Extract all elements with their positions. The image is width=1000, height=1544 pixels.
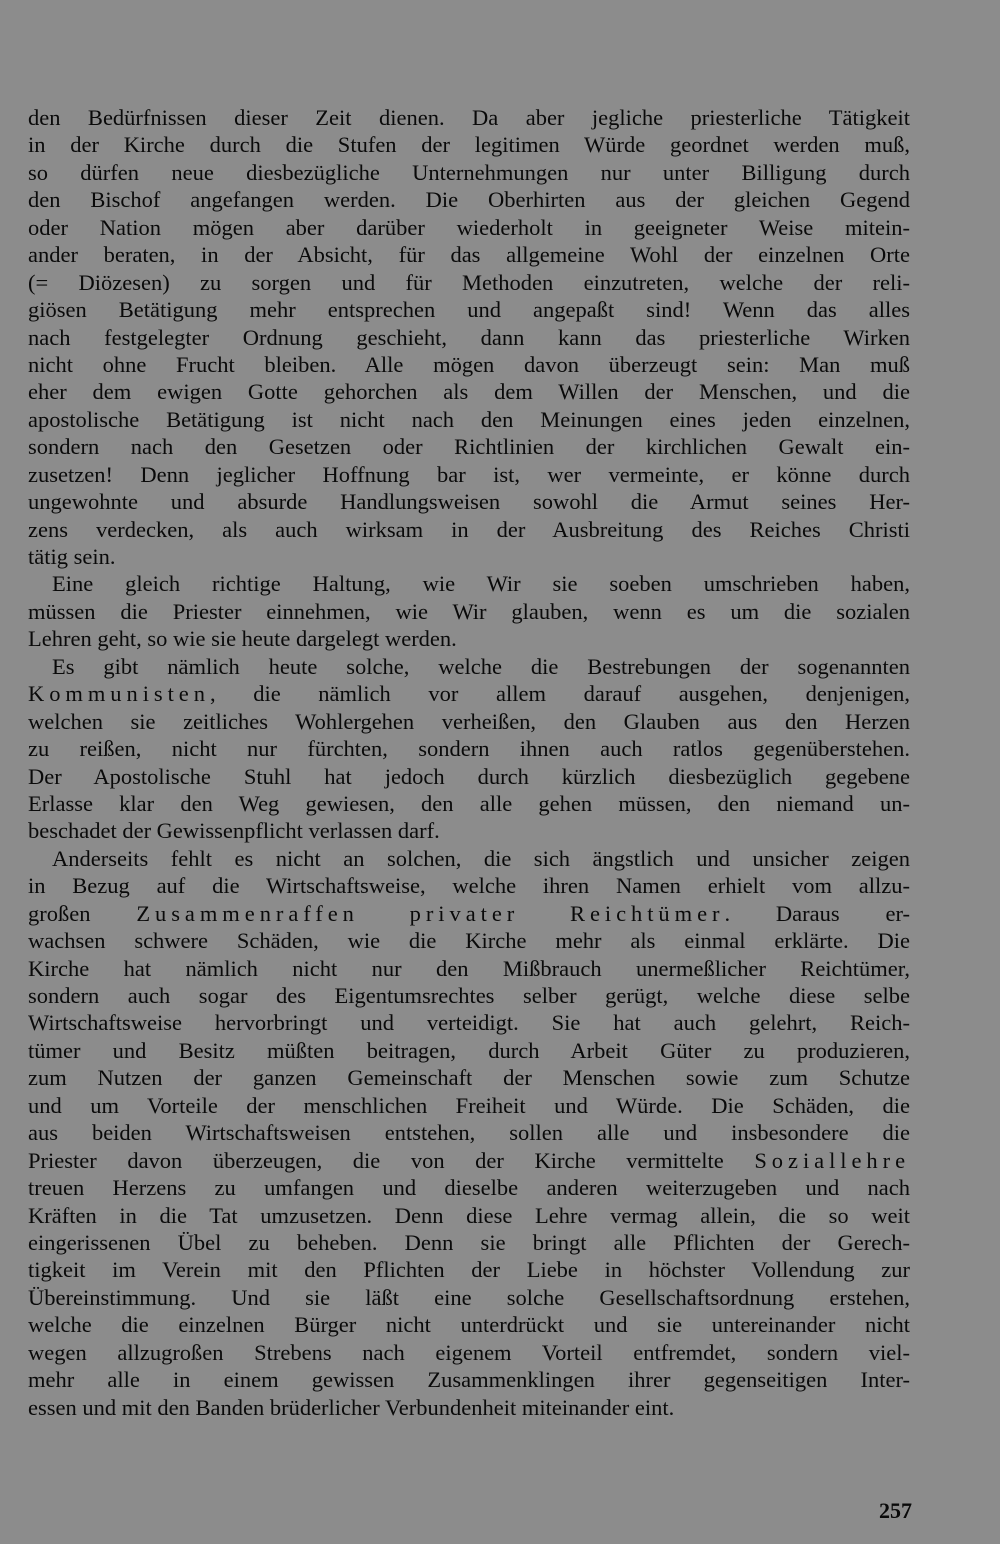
text-segment: ander beraten, in der Absicht, für das allgemeine Wohl der einzelnen Orte [28, 242, 910, 268]
emphasized-term: Soziallehre [754, 1147, 910, 1173]
text-segment: Wirtschaftsweise hervorbringt und verteidigt. Sie hat auch gelehrt, Reich- [28, 1010, 910, 1036]
text-line [28, 378, 910, 405]
text-segment: den Bedürfnissen dieser Zeit dienen. Da aber jegliche priesterliche Tätigkeit [28, 105, 910, 130]
text-line [28, 1311, 910, 1338]
text-segment: eingerissenen Übel zu beheben. Denn sie bringt alle Pflichten der Gerech- [28, 1229, 910, 1255]
text-segment: beschadet der Gewissenpflicht verlassen darf. [28, 818, 440, 844]
text-segment: tümer und Besitz müßten beitragen, durch Arbeit Güter zu produzieren, [28, 1037, 910, 1063]
text-segment: treuen Herzens zu umfangen und dieselbe anderen weiterzugeben und nach [28, 1175, 910, 1201]
text-segment: zu reißen, nicht nur fürchten, sondern ihnen auch ratlos gegenüberstehen. [28, 736, 910, 762]
text-line [28, 927, 910, 954]
text-line [28, 1394, 910, 1421]
text-segment: und um Vorteile der menschlichen Freiheit und Würde. Die Schäden, die [28, 1092, 910, 1118]
text-segment: wachsen schwere Schäden, wie die Kirche mehr als einmal erklärte. Die [28, 928, 910, 954]
text-segment: in der Kirche durch die Stufen der legitimen Würde geordnet werden muß, [28, 132, 910, 158]
text-line [28, 1229, 910, 1256]
text-line [28, 269, 910, 296]
text-line [28, 516, 910, 543]
text-line [28, 159, 910, 186]
text-segment: Lehren geht, so wie sie heute dargelegt werden. [28, 626, 457, 652]
text-segment: oder Nation mögen aber darüber wiederholt in geeigneter Weise mitein- [28, 214, 910, 240]
text-segment: nach festgelegter Ordnung geschieht, dann kann das priesterliche Wirken [28, 324, 910, 350]
text-line [28, 461, 910, 488]
paragraph [28, 104, 910, 570]
text-segment: großen [28, 900, 137, 926]
text-segment: , die nämlich vor allem darauf ausgehen, denjenigen, [209, 681, 910, 707]
text-line [28, 296, 910, 323]
text-line [28, 845, 910, 872]
text-segment: den Bischof angefangen werden. Die Oberhirten aus der gleichen Gegend [28, 187, 910, 213]
text-segment: tätig sein. [28, 544, 116, 569]
text-line [28, 763, 910, 790]
page-number: 257 [879, 1498, 912, 1523]
text-line [28, 955, 910, 982]
text-segment: zens verdecken, als auch wirksam in der Ausbreitung des Reiches Christi [28, 516, 910, 542]
text-line [28, 708, 910, 735]
text-line [28, 1366, 910, 1393]
text-line [28, 488, 910, 515]
text-line [28, 570, 910, 597]
text-line [28, 324, 910, 351]
text-segment: nicht ohne Frucht bleiben. Alle mögen davon überzeugt sein: Man muß [28, 351, 910, 377]
text-segment: Der Apostolische Stuhl hat jedoch durch kürzlich diesbezüglich gegebene [28, 763, 910, 789]
text-segment: tigkeit im Verein mit den Pflichten der Liebe in höchster Vollendung zur [28, 1257, 910, 1283]
text-segment: Es gibt nämlich heute solche, welche die Bestrebungen der sogenannten [52, 653, 910, 679]
text-line [28, 241, 910, 268]
text-segment: mehr alle in einem gewissen Zusammenklingen ihrer gegenseitigen Inter- [28, 1367, 910, 1393]
emphasized-term: Zusammenraffen privater Reichtümer [136, 900, 725, 926]
text-segment: Eine gleich richtige Haltung, wie Wir sie soeben umschrieben haben, [52, 571, 910, 597]
text-segment: in Bezug auf die Wirtschaftsweise, welche ihren Namen erhielt vom allzu- [28, 873, 910, 899]
text-segment: welche die einzelnen Bürger nicht unterdrückt und sie untereinander nicht [28, 1312, 910, 1338]
text-line [28, 598, 910, 625]
text-segment: so dürfen neue diesbezügliche Unternehmungen nur unter Billigung durch [28, 159, 910, 185]
text-line [28, 1147, 910, 1174]
text-line [28, 1256, 910, 1283]
paragraph [28, 570, 910, 652]
text-segment: . Daraus er- [724, 900, 910, 926]
text-line [28, 680, 910, 707]
text-segment: müssen die Priester einnehmen, wie Wir glauben, wenn es um die sozialen [28, 598, 910, 624]
text-segment: Priester davon überzeugen, die von der Kirche vermittelte [28, 1147, 755, 1173]
text-line [28, 735, 910, 762]
text-line [28, 104, 910, 131]
text-line [28, 1339, 910, 1366]
body-text [28, 104, 910, 1421]
text-line [28, 1284, 910, 1311]
text-line [28, 653, 910, 680]
text-line [28, 406, 910, 433]
text-segment: Kräften in die Tat umzusetzen. Denn diese Lehre vermag allein, die so weit [28, 1202, 910, 1228]
text-segment: wegen allzugroßen Strebens nach eigenem Vorteil entfremdet, sondern viel- [28, 1339, 910, 1365]
text-segment: Erlasse klar den Weg gewiesen, den alle gehen müssen, den niemand un- [28, 790, 910, 816]
paragraph [28, 845, 910, 1421]
text-segment: Anderseits fehlt es nicht an solchen, die sich ängstlich und unsicher zeigen [52, 845, 910, 871]
text-segment: giösen Betätigung mehr entsprechen und angepaßt sind! Wenn das alles [28, 297, 910, 323]
text-line [28, 1064, 910, 1091]
text-line [28, 625, 910, 652]
text-line [28, 872, 910, 899]
text-line [28, 1174, 910, 1201]
paragraph [28, 653, 910, 845]
text-segment: eher dem ewigen Gotte gehorchen als dem Willen der Menschen, und die [28, 379, 910, 405]
text-line [28, 1009, 910, 1036]
text-segment: (= Diözesen) zu sorgen und für Methoden einzutreten, welche der reli- [28, 269, 910, 295]
text-line [28, 131, 910, 158]
text-line [28, 1119, 910, 1146]
text-line [28, 982, 910, 1009]
text-segment: sondern auch sogar des Eigentumsrechtes selber gerügt, welche diese selbe [28, 983, 910, 1008]
text-line [28, 351, 910, 378]
text-line [28, 790, 910, 817]
text-segment: ungewohnte und absurde Handlungsweisen sowohl die Armut seines Her- [28, 489, 910, 515]
text-segment: welchen sie zeitliches Wohlergehen verheißen, den Glauben aus den Herzen [28, 708, 910, 734]
text-segment: zum Nutzen der ganzen Gemeinschaft der Menschen sowie zum Schutze [28, 1065, 910, 1091]
text-line [28, 1202, 910, 1229]
text-segment: aus beiden Wirtschaftsweisen entstehen, sollen alle und insbesondere die [28, 1120, 910, 1146]
text-segment: apostolische Betätigung ist nicht nach den Meinungen eines jeden einzelnen, [28, 406, 910, 432]
text-line [28, 214, 910, 241]
text-line [28, 543, 910, 570]
text-segment: sondern nach den Gesetzen oder Richtlinien der kirchlichen Gewalt ein- [28, 434, 910, 460]
emphasized-term: Kommunisten [28, 681, 210, 707]
text-line [28, 1092, 910, 1119]
text-segment: Übereinstimmung. Und sie läßt eine solche Gesellschaftsordnung erstehen, [28, 1284, 910, 1310]
text-segment: zusetzen! Denn jeglicher Hoffnung bar ist, wer vermeinte, er könne durch [28, 461, 910, 487]
text-line [28, 817, 910, 844]
text-segment: Kirche hat nämlich nicht nur den Mißbrauch unermeßlicher Reichtümer, [28, 955, 910, 981]
text-line [28, 900, 910, 927]
text-segment: essen und mit den Banden brüderlicher Verbundenheit miteinander eint. [28, 1394, 675, 1420]
text-line [28, 433, 910, 460]
text-line [28, 1037, 910, 1064]
text-line [28, 186, 910, 213]
